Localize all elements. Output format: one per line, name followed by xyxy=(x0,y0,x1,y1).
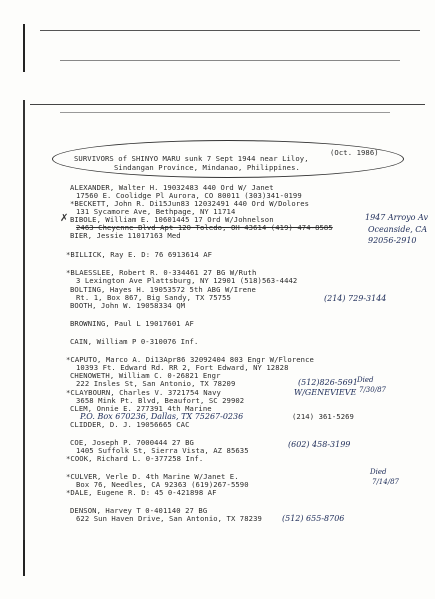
document-date: (Oct. 1986) xyxy=(330,148,379,157)
entry-line: DENSON, Harvey T 0-401140 27 BG xyxy=(70,506,208,515)
entry-line: CLEM, Onnie E. 277391 4th Marine xyxy=(70,404,212,413)
handwritten-address: P.O. Box 670236, Dallas, TX 75267-0236 xyxy=(80,412,244,421)
document-title: SURVIVORS of SHINYO MARU sunk 7 Sept 1944 near Liloy, xyxy=(74,154,309,163)
entry-line: CHENOWETH, William C. 0-26821 Engr xyxy=(70,371,221,380)
entry-line: Rt. 1, Box 867, Big Sandy, TX 75755 xyxy=(76,293,231,302)
handwritten-address: Oceanside, CA xyxy=(368,225,428,234)
top-rule xyxy=(40,30,420,31)
entry-line: *DALE, Eugene R. D: 45 0-421898 AF xyxy=(66,488,217,497)
handwritten-date: 7/30/87 xyxy=(359,386,386,394)
handwritten-address: 1947 Arroyo Av xyxy=(365,213,428,222)
entry-line: *CULVER, Verle D. 4th Marine W/Janet E. xyxy=(66,472,239,481)
entry-line: 3 Lexington Ave Plattsburg, NY 12901 (518)563-4442 xyxy=(76,276,298,285)
entry-line: BIBOLE, William E. 10601445 17 Ord W/Johnelson xyxy=(70,215,274,224)
entry-line: *CAPUTO, Marco A. Di13Apr86 32092404 803 Engr W/Florence xyxy=(66,355,314,364)
entry-line: BIER, Jessie 11017163 Med xyxy=(70,231,181,240)
binding-edge-bottom xyxy=(23,540,25,576)
entry-line: 17560 E. Coolidge Pl Aurora, CO 80011 (303)341-0199 xyxy=(76,191,302,200)
entry-line: 3658 Mink Pt. Blvd, Beaufort, SC 29902 xyxy=(76,396,245,405)
entry-line: 131 Sycamore Ave, Bethpage, NY 11714 xyxy=(76,207,236,216)
handwritten-note: Died xyxy=(357,376,374,384)
top-rule-3 xyxy=(30,104,425,105)
handwritten-spouse: W/GENEVIEVE xyxy=(294,388,357,397)
entry-line: *CLAYBOURN, Charles V. 3721754 Navy xyxy=(66,388,221,397)
top-rule-2 xyxy=(60,60,400,61)
handwritten-date: 7/14/87 xyxy=(372,478,399,486)
entry-line: CAIN, William P 0-310076 Inf. xyxy=(70,337,199,346)
entry-line: BOLTING, Hayes H. 19053572 5th ABG W/Irene xyxy=(70,285,256,294)
handwritten-phone: (512)826-5691 xyxy=(298,378,358,387)
binding-edge-middle xyxy=(23,100,25,570)
entry-line: 10393 Ft. Edward Rd. RR 2, Fort Edward, NY 12828 xyxy=(76,363,289,372)
entry-line: COE, Joseph P. 7000444 27 BG xyxy=(70,438,194,447)
handwritten-phone: (214) 729-3144 xyxy=(324,294,387,303)
entry-line: *BLAESSLEE, Robert R. 0-334461 27 BG W/Ruth xyxy=(66,268,257,277)
entry-line: Box 76, Needles, CA 92363 (619)267-5590 xyxy=(76,480,249,489)
document-subtitle: Sindangan Province, Mindanao, Philippines. xyxy=(114,163,300,172)
entry-line: CLIDDER, D. J. 19056665 CAC xyxy=(70,420,190,429)
entry-line: *COOK, Richard L. 0-377258 Inf. xyxy=(66,454,204,463)
entry-line: 1405 Suffolk St, Sierra Vista, AZ 85635 xyxy=(76,446,249,455)
top-rule-4 xyxy=(60,112,390,113)
handwritten-note: Died xyxy=(370,468,387,476)
handwritten-phone: (602) 458-3199 xyxy=(288,440,351,449)
handwritten-phone: (512) 655-8706 xyxy=(282,514,345,523)
entry-line: (214) 361-5269 xyxy=(292,412,354,421)
binding-edge-top xyxy=(23,24,25,72)
entry-line: *BILLICK, Ray E. D: 76 6913614 AF xyxy=(66,250,213,259)
entry-line-struck: 2463 Cheyenne Blvd Apt 120 Toledo, OH 43614 (419) 474-8585 xyxy=(76,223,333,232)
handwritten-address: 92056-2910 xyxy=(368,236,417,245)
entry-line: 622 Sun Haven Drive, San Antonio, TX 78239 xyxy=(76,514,262,523)
entry-line: ALEXANDER, Walter H. 19032483 440 Ord W/ Janet xyxy=(70,183,274,192)
entry-line: *BECKETT, John R. Di15Jun83 12032491 440 Ord W/Dolores xyxy=(70,199,310,208)
entry-line: 222 Insles St, San Antonio, TX 78209 xyxy=(76,379,236,388)
entry-line: BOOTH, John W. 19058334 QM xyxy=(70,301,186,310)
cross-mark: ✗ xyxy=(60,213,69,224)
entry-line: BROWNING, Paul L 19017601 AF xyxy=(70,319,194,328)
